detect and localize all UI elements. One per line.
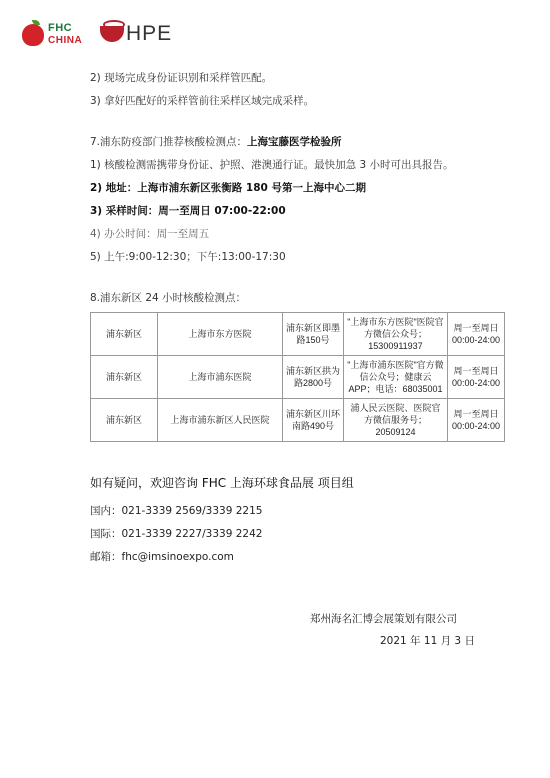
section8-heading: 8.浦东新区 24 小时核酸检测点： (90, 292, 247, 304)
contact-cell: 浦人民云医院、医院官方微信服务号；20509124 (344, 399, 448, 442)
section7-heading (90, 134, 342, 149)
list-item: 4) 办公时间：周一至周五 (90, 228, 210, 240)
document-date: 2021 年 11 月 3 日 (380, 635, 475, 647)
contact-title: 如有疑问，欢迎咨询 FHC 上海环球食品展 项目组 (90, 476, 354, 490)
hours-cell: 周一至周日00:00-24:00 (448, 313, 505, 356)
table-row (91, 313, 505, 356)
hospital-cell: 上海市浦东医院 (158, 356, 283, 399)
contact-cell: "上海市浦东医院"官方微信公众号；健康云APP；电话：68035001 (344, 356, 448, 399)
logo-fhc-text: FHC (48, 22, 73, 34)
domestic-phone: 国内：021-3339 2569/3339 2215 (90, 505, 263, 517)
header-logos (22, 14, 282, 54)
list-item: 3) 拿好匹配好的采样管前往采样区域完成采样。 (90, 95, 315, 107)
address-cell: 浦东新区拱为路2800号 (283, 356, 344, 399)
section7-heading-name: 上海宝藤医学检验所 (247, 136, 342, 148)
section7-heading-prefix: 7.浦东防疫部门推荐核酸检测点： (90, 136, 248, 148)
hpe-logo (100, 18, 200, 50)
district-cell: 浦东新区 (91, 313, 158, 356)
logo-china-text: CHINA (48, 35, 83, 46)
hospital-cell: 上海市东方医院 (158, 313, 283, 356)
table-row (91, 399, 505, 442)
table-row (91, 356, 505, 399)
apple-icon (22, 24, 44, 46)
logo-hpe-text: HPE (126, 22, 173, 45)
list-item: 5) 上午:9:00-12:30；下午:13:00-17:30 (90, 251, 286, 263)
hours-cell: 周一至周日00:00-24:00 (448, 356, 505, 399)
email-label: 邮箱： (90, 551, 122, 563)
hours-cell: 周一至周日00:00-24:00 (448, 399, 505, 442)
address-cell: 浦东新区川环南路490号 (283, 399, 344, 442)
bowl-icon (100, 26, 124, 42)
testing-sites-table (90, 312, 505, 442)
hospital-cell: 上海市浦东新区人民医院 (158, 399, 283, 442)
fhc-china-logo (22, 18, 92, 54)
list-item: 2) 地址：上海市浦东新区张衡路 180 号第一上海中心二期 (90, 182, 366, 194)
address-cell: 浦东新区即墨路150号 (283, 313, 344, 356)
district-cell: 浦东新区 (91, 356, 158, 399)
email-line (90, 549, 234, 564)
list-item: 2) 现场完成身份证识别和采样管匹配。 (90, 72, 273, 84)
list-item: 3) 采样时间：周一至周日 07:00-22:00 (90, 205, 286, 217)
company-name: 郑州海名汇博会展策划有限公司 (310, 613, 457, 625)
contact-cell: "上海市东方医院"医院官方微信公众号；15300911937 (344, 313, 448, 356)
international-phone: 国际：021-3339 2227/3339 2242 (90, 528, 263, 540)
list-item: 1) 核酸检测需携带身份证、护照、港澳通行证。最快加急 3 小时可出具报告。 (90, 159, 454, 171)
district-cell: 浦东新区 (91, 399, 158, 442)
email-link[interactable]: fhc@imsinoexpo.com (121, 551, 234, 563)
